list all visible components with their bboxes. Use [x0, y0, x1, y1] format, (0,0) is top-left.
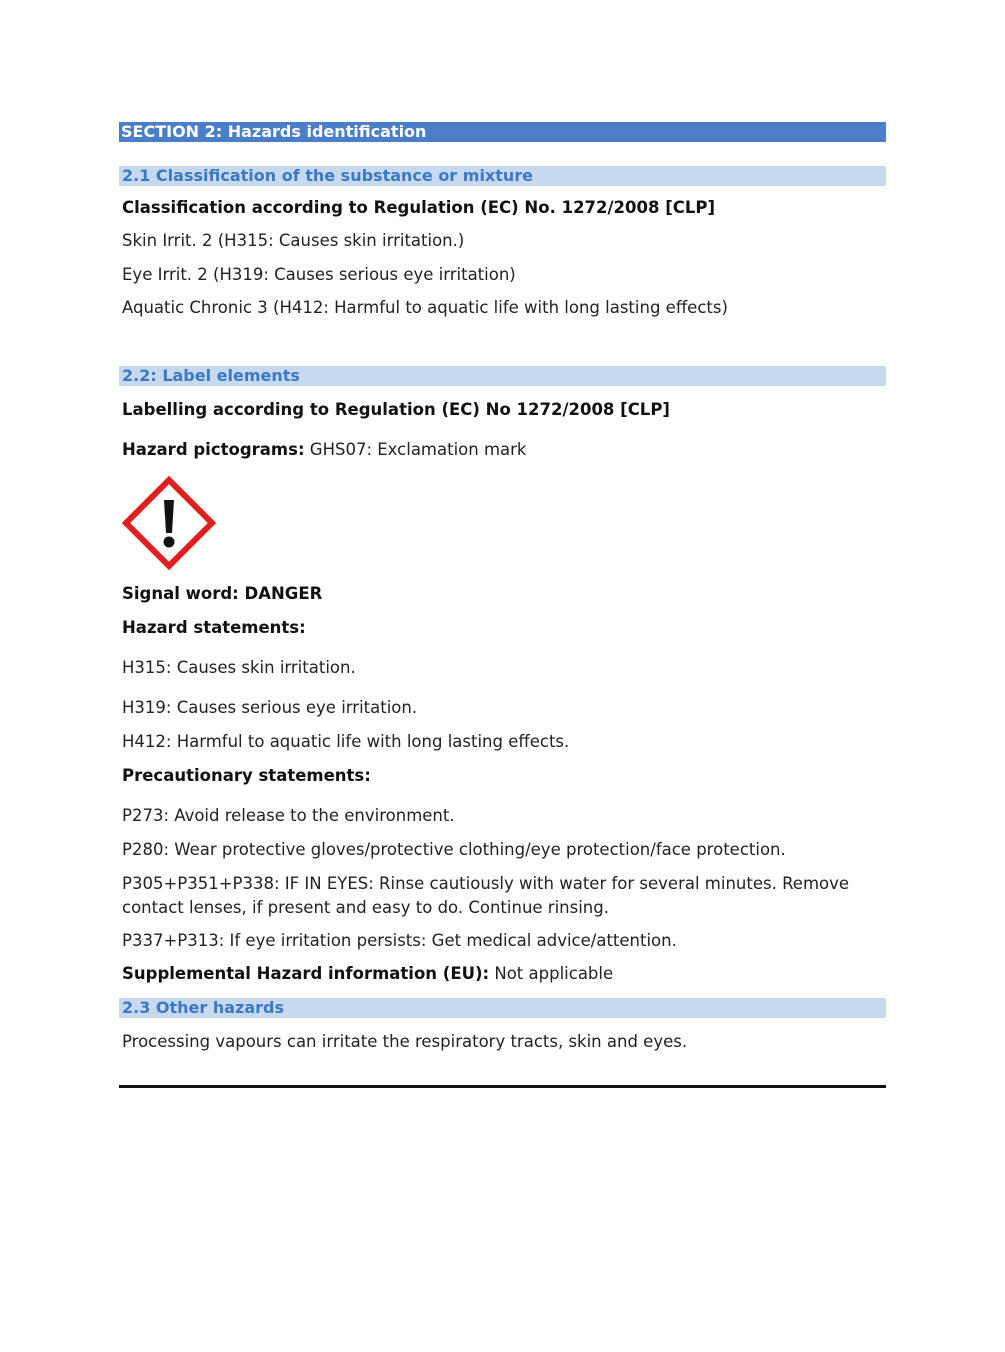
precautionary-statement: P305+P351+P338: IF IN EYES: Rinse cautiously with water for several minutes. Remove contact lenses, if present and easy to do. Continue rinsing. — [122, 874, 850, 917]
bottom-divider — [119, 1085, 886, 1088]
precautionary-statements-heading: Precautionary statements: — [122, 766, 371, 785]
hazard-statement: H315: Causes skin irritation. — [122, 658, 356, 677]
classification-heading: Classification according to Regulation (EC) No. 1272/2008 [CLP] — [122, 198, 716, 217]
subsection-2-3-title: 2.3 Other hazards — [122, 998, 285, 1017]
hazard-pictograms-line — [122, 438, 526, 462]
hazard-statement: H412: Harmful to aquatic life with long lasting effects. — [122, 732, 570, 751]
labelling-heading: Labelling according to Regulation (EC) No 1272/2008 [CLP] — [122, 400, 670, 419]
section-title: SECTION 2: Hazards identification — [121, 122, 427, 141]
subsection-2-1-title: 2.1 Classification of the substance or mixture — [122, 166, 534, 185]
precautionary-statement: P337+P313: If eye irritation persists: Get medical advice/attention. — [122, 931, 677, 950]
subsection-2-1-bar — [119, 166, 886, 186]
classification-line: Eye Irrit. 2 (H319: Causes serious eye irritation) — [122, 265, 516, 284]
subsection-2-2-bar — [119, 366, 886, 386]
hazard-pictograms-value: GHS07: Exclamation mark — [304, 440, 527, 459]
section-title-bar — [119, 122, 886, 142]
subsection-2-2-title: 2.2: Label elements — [122, 366, 300, 385]
supplemental-info-line — [122, 962, 613, 986]
supplemental-info-label: Supplemental Hazard information (EU): — [122, 964, 490, 983]
supplemental-info-value: Not applicable — [489, 964, 614, 983]
other-hazards-text: Processing vapours can irritate the respiratory tracts, skin and eyes. — [122, 1032, 688, 1051]
ghs07-exclamation-icon — [122, 476, 216, 570]
signal-word: Signal word: DANGER — [122, 584, 323, 603]
classification-line: Aquatic Chronic 3 (H412: Harmful to aquatic life with long lasting effects) — [122, 298, 728, 317]
hazard-pictograms-label: Hazard pictograms: — [122, 440, 305, 459]
hazard-statements-heading: Hazard statements: — [122, 618, 306, 637]
subsection-2-3-bar — [119, 998, 886, 1018]
precautionary-statement: P280: Wear protective gloves/protective clothing/eye protection/face protection. — [122, 840, 786, 859]
hazard-statement: H319: Causes serious eye irritation. — [122, 698, 418, 717]
precautionary-statement: P273: Avoid release to the environment. — [122, 806, 455, 825]
classification-line: Skin Irrit. 2 (H315: Causes skin irritation.) — [122, 231, 465, 250]
